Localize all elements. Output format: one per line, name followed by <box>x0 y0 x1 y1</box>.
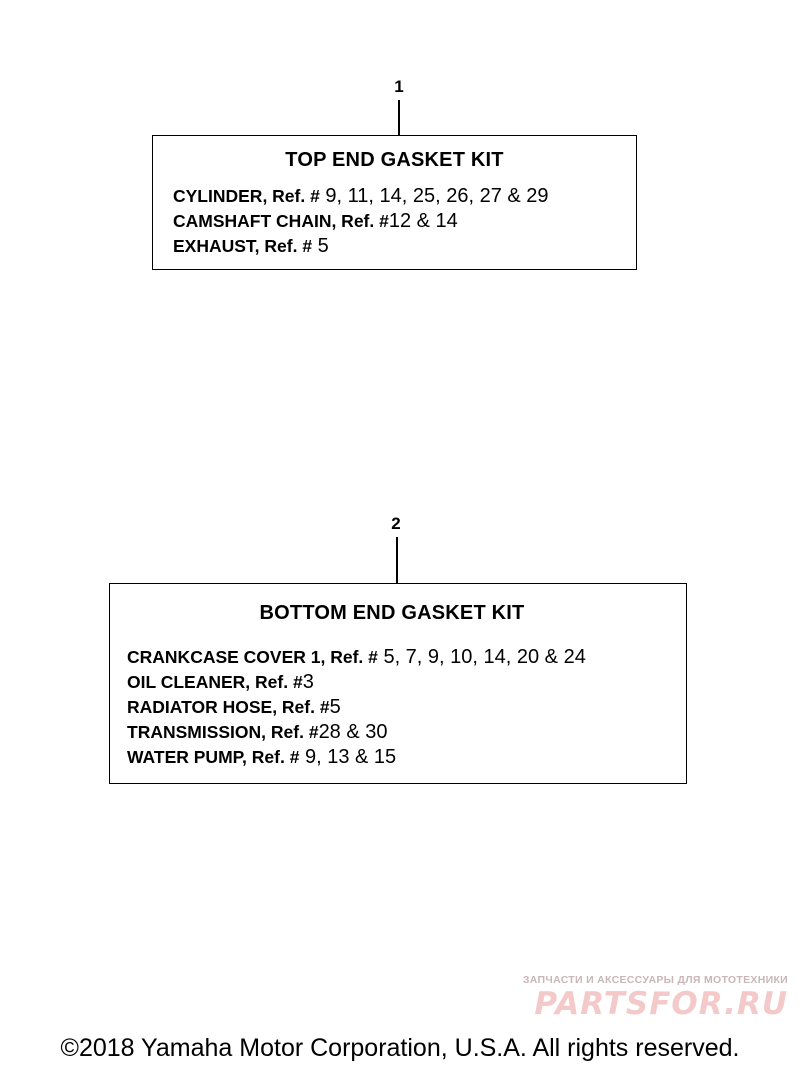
part-name: WATER PUMP, Ref. # <box>127 747 300 767</box>
top-end-gasket-kit-box <box>152 135 637 270</box>
ref-numbers: 28 & 30 <box>318 721 388 743</box>
part-name: CRANKCASE COVER 1, Ref. # <box>127 647 378 667</box>
leader-line-2 <box>396 537 398 584</box>
kit-line-radiator-hose <box>127 695 586 720</box>
kit-line-water-pump <box>127 745 586 770</box>
partsfor-watermark <box>523 974 788 1022</box>
bottom-end-gasket-kit-box <box>109 583 687 784</box>
kit-ref-list <box>173 184 549 259</box>
kit-line-crankcase-cover <box>127 645 586 670</box>
watermark-tagline: ЗАПЧАСТИ И АКСЕССУАРЫ ДЛЯ МОТОТЕХНИКИ <box>522 974 788 986</box>
part-name: OIL CLEANER, Ref. # <box>127 672 303 692</box>
part-name: EXHAUST, Ref. # <box>173 236 313 256</box>
callout-number-1: 1 <box>394 77 404 96</box>
part-name: CAMSHAFT CHAIN, Ref. # <box>173 211 389 231</box>
kit-line-cylinder <box>173 184 549 209</box>
kit-title: TOP END GASKET KIT <box>285 149 504 171</box>
kit-line-transmission <box>127 720 586 745</box>
kit-line-oil-cleaner <box>127 670 586 695</box>
kit-title: BOTTOM END GASKET KIT <box>259 602 525 624</box>
ref-numbers: 5 <box>329 696 341 718</box>
leader-line-1 <box>398 100 400 136</box>
ref-numbers: 9, 11, 14, 25, 26, 27 & 29 <box>319 185 549 207</box>
ref-numbers: 5 <box>312 235 329 257</box>
kit-ref-list <box>127 645 586 770</box>
part-name: RADIATOR HOSE, Ref. # <box>127 697 330 717</box>
part-name: TRANSMISSION, Ref. # <box>127 722 319 742</box>
copyright-notice: ©2018 Yamaha Motor Corporation, U.S.A. All rights reserved. <box>60 1034 740 1062</box>
callout-number-2: 2 <box>391 514 401 533</box>
kit-line-camshaft-chain <box>173 209 549 234</box>
ref-numbers: 9, 13 & 15 <box>299 746 397 768</box>
kit-line-exhaust <box>173 234 549 259</box>
ref-numbers: 12 & 14 <box>388 210 458 232</box>
ref-numbers: 3 <box>302 671 314 693</box>
part-name: CYLINDER, Ref. # <box>173 186 320 206</box>
ref-numbers: 5, 7, 9, 10, 14, 20 & 24 <box>377 646 586 668</box>
watermark-logo: PARTSFOR.RU <box>534 986 788 1022</box>
